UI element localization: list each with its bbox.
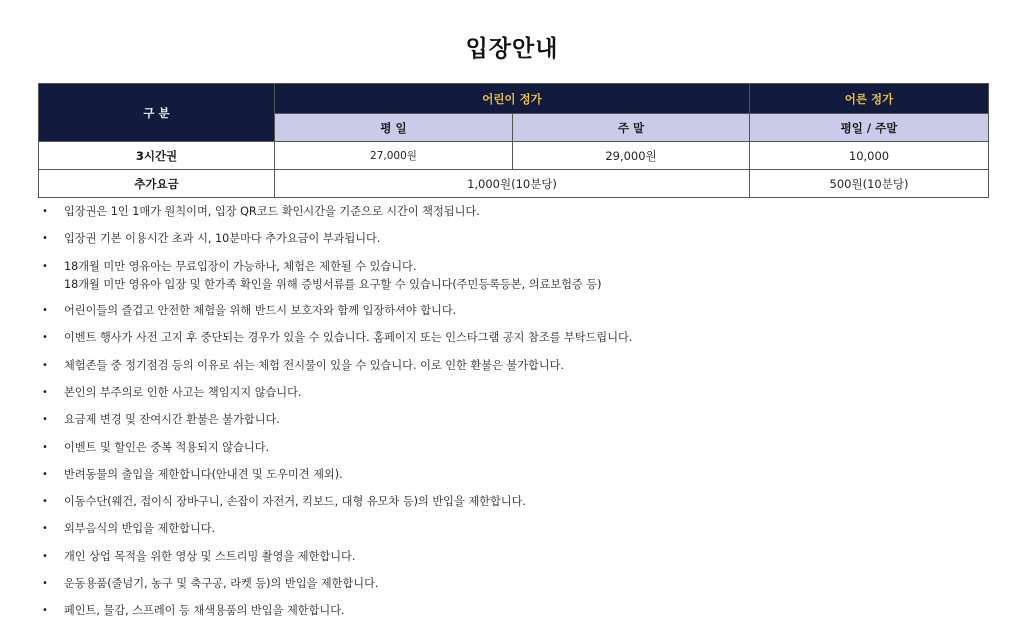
bullet-icon: • bbox=[42, 441, 48, 453]
child-weekday-price: 27,000원 bbox=[275, 142, 513, 170]
category-header: 구 분 bbox=[39, 84, 275, 142]
note-text: 이동수단(웨건, 접이식 장바구니, 손잡이 자전거, 킥보드, 대형 유모차 등)의 반입을 제한합니다. bbox=[64, 495, 526, 509]
weekend-header: 주 말 bbox=[513, 114, 750, 142]
child-weekend-price: 29,000원 bbox=[513, 142, 750, 170]
bullet-icon: • bbox=[42, 523, 48, 535]
bullet-icon: • bbox=[42, 332, 48, 344]
adult-days-header: 평일 / 주말 bbox=[750, 114, 989, 142]
adult-extra-fee: 500원(10분당) bbox=[750, 170, 989, 198]
bullet-icon: • bbox=[42, 260, 48, 272]
bullet-icon: • bbox=[42, 305, 48, 317]
list-item bbox=[40, 493, 990, 511]
bullet-icon: • bbox=[42, 386, 48, 398]
note-text: 페인트, 물감, 스프레이 등 채색용품의 반입을 제한합니다. bbox=[64, 604, 345, 618]
page-title: 입장안내 bbox=[465, 36, 559, 62]
adult-price: 10,000 bbox=[750, 142, 989, 170]
list-item bbox=[40, 411, 990, 429]
list-item bbox=[40, 329, 990, 347]
note-text: 개인 상업 목적을 위한 영상 및 스트리밍 촬영을 제한합니다. bbox=[64, 549, 356, 563]
bullet-icon: • bbox=[42, 578, 48, 590]
bullet-icon: • bbox=[42, 414, 48, 426]
list-item bbox=[40, 602, 990, 620]
bullet-icon: • bbox=[42, 359, 48, 371]
admission-notes-list bbox=[40, 203, 990, 630]
note-text: 요금제 변경 및 잔여시간 환불은 불가합니다. bbox=[64, 413, 280, 427]
note-text: 이벤트 및 할인은 중복 적용되지 않습니다. bbox=[64, 440, 270, 454]
bullet-icon: • bbox=[42, 605, 48, 617]
bullet-icon: • bbox=[42, 206, 48, 217]
note-text: 운동용품(줄넘기, 농구 및 축구공, 라켓 등)의 반입을 제한합니다. bbox=[64, 577, 379, 591]
list-item bbox=[40, 575, 990, 593]
list-item bbox=[40, 203, 990, 221]
child-price-header: 어린이 정가 bbox=[275, 84, 750, 114]
note-text: 반려동물의 출입을 제한합니다(안내견 및 도우미견 제외). bbox=[64, 467, 343, 481]
row-label: 추가요금 bbox=[39, 170, 275, 198]
adult-price-header: 어른 정가 bbox=[750, 84, 989, 114]
list-item bbox=[40, 548, 990, 566]
row-label: 3시간권 bbox=[39, 142, 275, 170]
note-text: 18개월 미만 영유아는 무료입장이 가능하나, 체험은 제한될 수 있습니다. bbox=[64, 259, 417, 273]
note-text: 본인의 부주의로 인한 사고는 책임지지 않습니다. bbox=[64, 385, 302, 399]
table-row bbox=[39, 170, 989, 198]
list-item bbox=[40, 466, 990, 484]
bullet-icon: • bbox=[42, 550, 48, 562]
list-item bbox=[40, 258, 990, 294]
note-text: 어린이들의 즐겁고 안전한 체험을 위해 반드시 보호자와 함께 입장하셔야 합니다. bbox=[64, 304, 457, 318]
list-item bbox=[40, 302, 990, 320]
list-item bbox=[40, 384, 990, 402]
note-text: 입장권은 1인 1매가 원칙이며, 입장 QR코드 확인시간을 기준으로 시간이 책정됩니다. bbox=[64, 205, 480, 218]
list-item bbox=[40, 357, 990, 375]
weekday-header: 평 일 bbox=[275, 114, 513, 142]
note-text: 이벤트 행사가 사전 고지 후 중단되는 경우가 있을 수 있습니다. 홈페이지 또는 인스타그램 공지 참조를 부탁드립니다. bbox=[64, 331, 633, 345]
list-item bbox=[40, 439, 990, 457]
bullet-icon: • bbox=[42, 233, 48, 245]
bullet-icon: • bbox=[42, 496, 48, 508]
note-text: 18개월 미만 영유아 입장 및 한가족 확인을 위해 증빙서류를 요구할 수 있습니다(주민등록등본, 의료보험증 등) bbox=[64, 277, 602, 291]
table-row bbox=[39, 142, 989, 170]
bullet-icon: • bbox=[42, 468, 48, 480]
child-extra-fee: 1,000원(10분당) bbox=[275, 170, 750, 198]
list-item bbox=[40, 520, 990, 538]
note-text: 입장권 기본 이용시간 초과 시, 10분마다 추가요금이 부과됩니다. bbox=[64, 232, 381, 246]
note-text: 체험존들 중 정기점검 등의 이유로 쉬는 체험 전시물이 있을 수 있습니다. 이로 인한 환불은 불가합니다. bbox=[64, 358, 564, 372]
note-text: 외부음식의 반입을 제한합니다. bbox=[64, 522, 216, 536]
list-item bbox=[40, 230, 990, 248]
admission-price-table bbox=[38, 83, 989, 198]
